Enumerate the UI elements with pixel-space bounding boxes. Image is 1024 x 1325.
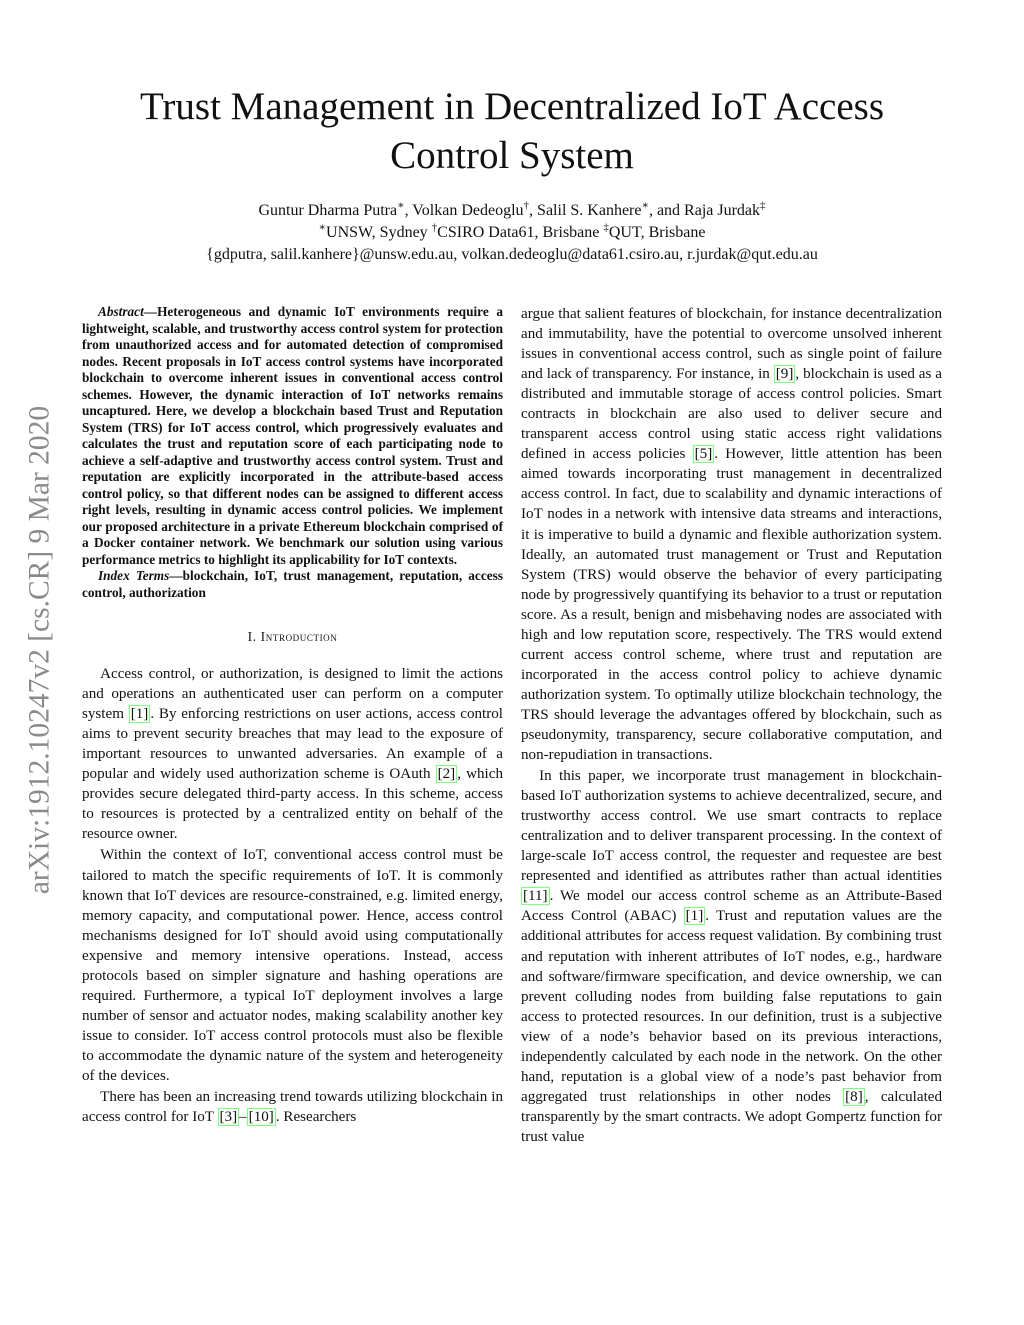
index-terms-text: —blockchain, IoT, trust management, reputation, access control, authorization <box>82 568 503 600</box>
range-dash: – <box>239 1109 247 1126</box>
paragraph <box>82 664 503 844</box>
citation-link[interactable]: [1] <box>130 706 149 723</box>
paragraph-text: . However, little attention has been aimed towards incorporating trust management in decentralized access control. In fact, due to scalability and dynamic interactions of IoT nodes in a network with intensive data streams and interactions, it is imperative to build a dynamic and flexible authorization system. Ideally, an automated trust management or Trust and Reputation System (TRS) would observe the behavior of every participating node by progressively quantifying its behavior to a trust or reputation score. As a result, benign and misbehaving nodes are associated with high and low reputation score, respectively. The TRS would extend current access control scheme, where trust and reputation are incorporated in the access control policy to achieve dynamic authorization system. To optimally utilize blockchain technology, the TRS should leverage the advantages offered by blockchain, such as pseudonymity, transparency, secure collaborative computation, and non-repudiation in transactions. <box>521 446 942 764</box>
arxiv-identifier-text: arXiv:1912.10247v2 [cs.CR] 9 Mar 2020 <box>23 405 56 895</box>
right-column <box>521 304 942 1147</box>
citation-link[interactable]: [11] <box>523 888 548 905</box>
paragraph-text: . We model our access control scheme as an Attribute-Based Access Control (ABAC) <box>521 888 942 925</box>
paragraph-text: . Researchers <box>275 1109 357 1126</box>
affiliation-mark: † <box>523 199 530 212</box>
section-heading <box>82 627 503 647</box>
paper-title: Trust Management in Decentralized IoT Access Control System <box>139 85 885 177</box>
affiliation-mark: ∗ <box>397 199 405 212</box>
affiliation-mark: ‡ <box>603 221 609 234</box>
paragraph <box>521 304 942 765</box>
index-terms <box>82 568 503 601</box>
left-column <box>82 304 503 1127</box>
paragraph-text: Access control, or authorization, is designed to limit the actions and operations an authenticated user can perform on a computer system <box>82 666 503 723</box>
author-name: Guntur Dharma Putra <box>258 202 398 219</box>
abstract-text: —Heterogeneous and dynamic IoT environments require a lightweight, scalable, and trustworthy access control system for protection from unauthorized access and for automated detection of compromised nodes. Recent proposals in IoT access control systems have incorporated blockchain to overcome inherent issues in conventional access control schemes. However, the dynamic interaction of IoT networks remains uncaptured. Here, we develop a blockchain based Trust and Reputation System (TRS) for IoT access control, which progressively evaluates and calculates the trust and reputation score of each participating node to achieve a self-adaptive and trustworthy access control system. Trust and reputation are explicitly incorporated in the attribute-based access control policy, so that different nodes can be assigned to different access right levels, resulting in dynamic access control policies. We implement our proposed architecture in a private Ethereum blockchain comprised of a Docker container network. We benchmark our solution using various performance metrics to highlight its applicability for IoT contexts. <box>82 304 503 567</box>
affiliation: QUT, Brisbane <box>608 224 706 241</box>
author-block <box>100 200 924 266</box>
paragraph-text: , blockchain is used as a distributed and immutable storage of access control policies. Smart contracts in blockchain are also used to deliver secure and transparent access control using static access right validations defined in access policies <box>521 366 942 463</box>
author-emails: {gdputra, salil.kanhere}@unsw.edu.au, volkan.dedeoglu@data61.csiro.au, r.jurdak@qut.edu.au <box>206 246 818 263</box>
affiliations <box>100 222 924 244</box>
affiliation-mark: ‡ <box>760 199 766 212</box>
author-names: Guntur Dharma Putra∗, Volkan Dedeoglu†, Salil S. Kanhere∗, and Raja Jurdak‡ <box>258 199 766 219</box>
citation-link[interactable]: [1] <box>685 908 704 925</box>
citation-link[interactable]: [2] <box>437 766 456 783</box>
section-number: I. <box>247 629 257 644</box>
paragraph: Within the context of IoT, conventional access control must be tailored to match the specific requirements of IoT. It is commonly known that IoT devices are resource-constrained, e.g. limited energy, memory capacity, and computational power. Hence, access control mechanisms designed for IoT should avoid using computationally expensive and memory intensive operations. Instead, access protocols based on simpler signature and hashing operations are required. Furthermore, a typical IoT deployment involves a large number of sensor and actuator nodes, making scalability another key issue to consider. IoT access control protocols must also be flexible to accommodate the dynamic nature of the system and heterogeneity of the devices. <box>82 847 503 1084</box>
citation-link[interactable]: [3] <box>219 1109 238 1126</box>
author-name: Volkan Dedeoglu <box>412 202 524 219</box>
paragraph-text: . Trust and reputation values are the additional attributes for access request validation. By combining trust and reputation with inherent attributes of IoT nodes, e.g., hardware and software/firmware specification, and device ownership, we can prevent colluding nodes from building false reputations to gain access to protected resources. In our definition, trust is a subjective view of a node’s behavior based on its previous interactions, independently calculated by each node in the network. On the other hand, reputation is a global view of a node’s past behavior from aggregated trust relationships in other nodes <box>521 908 942 1105</box>
affiliation-mark: ∗ <box>318 221 327 234</box>
paragraph <box>82 1087 503 1127</box>
affiliation-mark: ∗ <box>641 199 649 212</box>
author-name: and Raja Jurdak <box>656 202 761 219</box>
paragraph <box>521 766 942 1147</box>
citation-link[interactable]: [8] <box>845 1088 863 1105</box>
arxiv-identifier <box>20 360 60 940</box>
citation-link[interactable]: [10] <box>248 1109 274 1126</box>
abstract-label: Abstract <box>97 304 144 319</box>
affiliation: CSIRO Data61, Brisbane <box>437 224 600 241</box>
author-name: Salil S. Kanhere <box>537 202 642 219</box>
affiliation-mark: † <box>431 221 438 234</box>
citation-link[interactable]: [9] <box>775 366 794 383</box>
affiliation: UNSW, Sydney <box>326 224 428 241</box>
paragraph-text: argue that salient features of blockchain, for instance decentralization and immutability, have the potential to overcome unsolved inherent issues in conventional access control, such as single point of failure and lack of transparency. For instance, in <box>521 306 942 383</box>
paragraph-text: . By enforcing restrictions on user actions, access control aims to prevent security breaches that may lead to the exposure of important resources to unwanted adversaries. An example of a popular and widely used authorization scheme is OAuth <box>82 706 503 783</box>
paragraph-text: There has been an increasing trend towards utilizing blockchain in access control for IoT <box>82 1089 503 1126</box>
paragraph-text: In this paper, we incorporate trust management in blockchain-based IoT authorization systems to achieve decentralized, secure, and trustworthy access control. We use smart contracts to replace centralization and to deliver transparent processing. In the context of large-scale IoT access control, the requester and requestee are best represented and identified as attributes rather than actual identities <box>521 768 942 885</box>
paragraph-text: , which provides secure delegated third-party access. In this scheme, access to resources is protected by a centralized entity on behalf of the resource owner. <box>82 766 503 843</box>
paragraph-text: , calculated transparently by the smart contracts. We adopt Gompertz function for trust value <box>521 1088 943 1145</box>
section-title: Introduction <box>260 629 338 644</box>
abstract <box>82 304 503 568</box>
citation-link[interactable]: [5] <box>694 446 713 463</box>
index-terms-label: Index Terms <box>97 568 170 583</box>
